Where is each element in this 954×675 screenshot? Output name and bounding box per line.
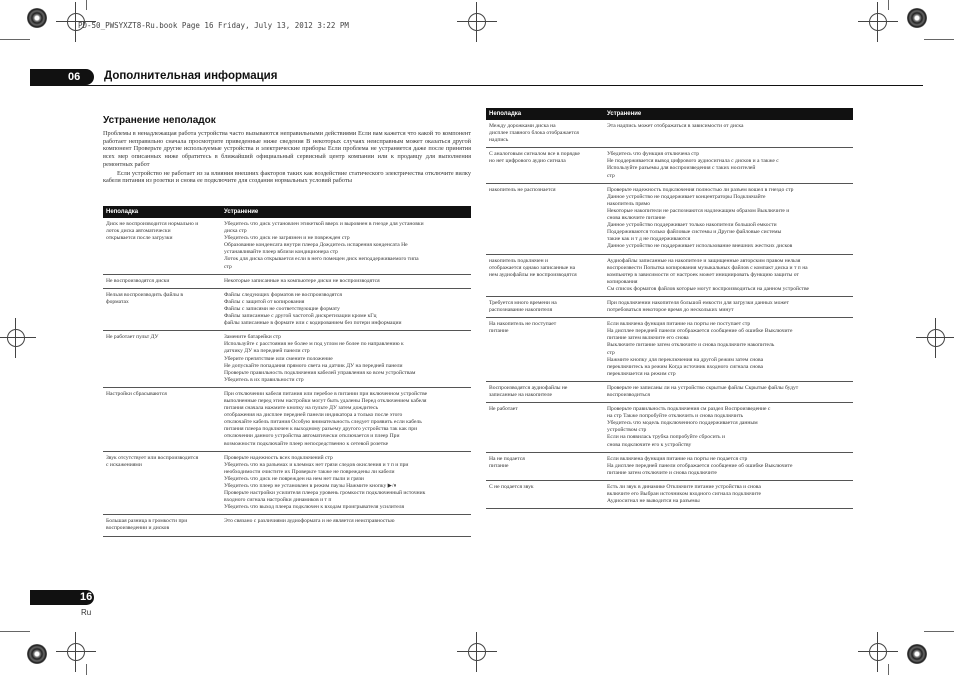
remedy-line: Проверьте правильность подключения кабелей управления ко всем устройствам	[224, 369, 416, 376]
remedy-line: переключитесь на режим Когда источник входного сигнала снова	[607, 363, 764, 370]
crop-mark-icon	[64, 640, 88, 664]
registration-disc-icon	[27, 8, 47, 28]
problem-line: накопитель подключен и	[489, 257, 548, 264]
problem-line: дисплее главного блока отображается	[489, 130, 579, 137]
remedy-line: Убедитесь что функция отключена стр	[607, 151, 700, 158]
troubleshooting-table-left	[103, 206, 471, 537]
remedy-line: снова подключите его к устройству	[607, 441, 692, 448]
remedy-line: Данное устройство поддерживает только накопители большой емкости	[607, 222, 777, 229]
crop-mark-icon	[465, 640, 489, 664]
crop-mark-icon	[924, 326, 948, 350]
remedy-line: копирования	[607, 278, 638, 285]
remedy-line: снова включите питание	[607, 215, 666, 222]
problem-cell	[486, 381, 604, 402]
problem-line: С аналоговым сигналом все в порядке	[489, 151, 580, 158]
remedy-cell	[604, 254, 853, 296]
remedy-line: Не поддерживается вывод цифрового аудиосигнала с дисков и а также с	[607, 158, 779, 165]
remedy-line: Если включена функция питание на порты не подается стр	[607, 455, 748, 462]
remedy-cell	[221, 387, 471, 451]
remedy-cell	[604, 183, 853, 254]
problem-cell	[103, 288, 221, 330]
remedy-cell	[604, 452, 853, 480]
remedy-cell	[604, 120, 853, 148]
problem-line: отображается однако записанные на	[489, 264, 576, 271]
table-row	[486, 148, 853, 183]
problem-line: Не работает	[489, 406, 518, 413]
trim-line	[0, 39, 30, 40]
trim-line	[924, 39, 954, 40]
remedy-line: переключается на режим стр	[607, 370, 676, 377]
remedy-line: питания сначала нажмите кнопку на пульте ДУ затем дождитесь	[224, 405, 379, 412]
problem-line: Требуется много времени на	[489, 299, 557, 306]
remedy-line: питание затем отключите и снова подключите	[607, 469, 717, 476]
trim-line	[924, 631, 954, 632]
remedy-cell	[221, 331, 471, 388]
table-row	[486, 296, 853, 317]
remedy-line: Проверьте надежность подключения полностью ли разъем вошел в гнездо стр	[607, 186, 794, 193]
remedy-line: возможности подключайте плеер непосредственно к сетевой розетке	[224, 440, 389, 447]
problem-cell	[486, 318, 604, 382]
remedy-cell	[604, 148, 853, 183]
problem-line: Диск не воспроизводится нормально и	[106, 221, 199, 227]
trim-line	[0, 631, 30, 632]
remedy-line: При отключении кабеля питания или перебое в питании при включенном устройстве	[224, 390, 428, 397]
problem-line: Настройки сбрасываются	[106, 390, 167, 397]
remedy-line: Файлы записанные с другой частотой дискретизации кроме кГц	[224, 313, 377, 320]
registration-disc-icon	[907, 644, 927, 664]
table-row	[103, 218, 471, 274]
remedy-line: Некоторые накопители не распознаются надлежащим образом Выключите и	[607, 207, 790, 214]
remedy-line: отображения на дисплее передней панели индикатора а только после этого	[224, 412, 403, 419]
problem-cell	[103, 515, 221, 536]
remedy-line: устройством стр	[607, 427, 647, 434]
remedy-line: включите его Выбран источником входного сигнала подключите	[607, 491, 761, 498]
problem-cell	[486, 452, 604, 480]
remedy-line: датчику ДУ на передней панели стр	[224, 348, 310, 355]
problem-line: На не подается	[489, 455, 525, 462]
problem-line: Между дорожками диска на	[489, 123, 556, 129]
problem-line: с искажениями	[106, 461, 142, 468]
remedy-line: Проверьте надежность всех подключений стр	[224, 454, 333, 461]
problem-line: лоток диска автоматически	[106, 228, 171, 235]
remedy-cell	[221, 451, 471, 515]
problem-line: Звук отсутствует или воспроизводится	[106, 454, 199, 461]
remedy-line: стр	[607, 172, 615, 179]
remedy-line: Убедитесь что диск не поврежден на нем нет пыли и грязи	[224, 475, 364, 482]
remedy-line: Убедитесь что модель подключенного поддерживается данным	[607, 420, 758, 427]
problem-line: записанные на накопителе	[489, 392, 553, 398]
remedy-line: Поддерживаются только файловые системы и Другие файловые системы	[607, 229, 782, 236]
remedy-line: Проверьте не записаны ли на устройство скрытые файлы Скрытые файлы будут	[607, 384, 799, 391]
column-header-problem: Неполадка	[103, 206, 221, 218]
problem-cell	[486, 480, 604, 508]
table-row	[486, 254, 853, 296]
remedy-cell	[221, 274, 471, 288]
table-row	[103, 515, 471, 536]
problem-line: На накопитель не поступает	[489, 321, 557, 328]
remedy-line: файлы записанные в формате или с кодированием без потери информации	[224, 320, 402, 327]
remedy-line: отключайте кабель питания Особую внимательность следует проявить если кабель	[224, 419, 422, 426]
remedy-line: накопитель прямо	[607, 200, 651, 207]
problem-cell	[486, 148, 604, 183]
remedy-line: Образование конденсата внутри плеера Дождитесь испарения конденсата Не	[224, 242, 408, 249]
crop-mark-icon	[465, 10, 489, 34]
remedy-line: Если включена функция питание на порты не поступает стр	[607, 321, 751, 328]
remedy-line: Файлы с защитой от копирования	[224, 298, 305, 305]
column-header-remedy: Устранение	[221, 206, 471, 218]
problem-cell	[486, 120, 604, 148]
remedy-line: На дисплее передней панели отображается сообщение об ошибке Выключите	[607, 328, 793, 335]
table-row	[486, 318, 853, 382]
remedy-line: Не допускайте попадания прямого света на датчик ДУ на передней панели	[224, 362, 403, 369]
problem-line: Не воспроизводятся диски	[106, 277, 170, 284]
problem-line: Воспроизводятся аудиофайлы не	[489, 384, 568, 391]
remedy-line: питания плеера подключен к выходному разъему другого устройства так как при	[224, 426, 418, 433]
column-header-remedy: Устранение	[604, 108, 853, 120]
table-row	[486, 183, 853, 254]
trim-line	[86, 664, 87, 675]
remedy-line: Используйте с расстояния не более м под углом не более по направлению к	[224, 341, 404, 348]
remedy-line: Убедитесь что плеер не установлен в режим паузы Нажмите кнопку ▶/⏸	[224, 483, 397, 489]
remedy-line: См список форматов файлов которые могут воспроизводиться на данном устройстве	[607, 285, 810, 292]
table-row	[103, 451, 471, 515]
problem-line: Нельзя воспроизводить файлы в	[106, 291, 184, 298]
problem-cell	[486, 296, 604, 317]
remedy-line: отключении данного устройства автоматически отключается и плеер При	[224, 433, 400, 440]
remedy-line: выполненные перед этим настройки могут быть удалены Перед отключением кабеля	[224, 397, 427, 404]
trim-line	[888, 664, 889, 675]
remedy-line: Если на появилась трубка попробуйте сбросить и	[607, 434, 725, 441]
problem-line: воспроизведении и дисков	[106, 525, 170, 532]
problem-line: С не подается звук	[489, 483, 534, 490]
remedy-cell	[221, 288, 471, 330]
problem-cell	[103, 331, 221, 388]
remedy-line: Замените батарейки стр	[224, 334, 281, 341]
table-row	[486, 120, 853, 148]
remedy-line: Файлы следующих форматов не воспроизводятся	[224, 291, 342, 298]
remedy-line: Некоторые записанные на компьютере диски не воспроизводятся	[224, 277, 380, 284]
table-row	[103, 274, 471, 288]
remedy-line: Убедитесь что диск установлен этикеткой вверх и выровнен в гнезде для установки	[224, 221, 424, 227]
problem-cell	[103, 451, 221, 515]
problem-cell	[103, 274, 221, 288]
remedy-line: Проверьте правильность подключения см раздел Воспроизведение с	[607, 406, 771, 413]
remedy-line: потребоваться некоторое время до нескольких минут	[607, 307, 734, 314]
table-row	[486, 452, 853, 480]
remedy-line: Убедитесь в их правильности стр	[224, 376, 304, 383]
file-header: PD-50_PWSYXZT8-Ru.book Page 16 Friday, July 13, 2012 3:22 PM	[78, 21, 349, 30]
problem-cell	[486, 254, 604, 296]
remedy-line: Проверьте настройки усилителя плеера уровень громкости подключенный источник	[224, 490, 426, 497]
table-row	[103, 331, 471, 388]
remedy-cell	[604, 480, 853, 508]
problem-cell	[103, 387, 221, 451]
remedy-line: Убедитесь что диск не загрязнен и не поврежден стр	[224, 235, 350, 242]
chapter-title: Дополнительная информация	[104, 70, 278, 82]
registration-disc-icon	[907, 8, 927, 28]
problem-line: Не работает пульт ДУ	[106, 334, 159, 341]
problem-cell	[486, 183, 604, 254]
remedy-line: При подключении накопителя большой емкости для загрузки данных может	[607, 299, 789, 306]
remedy-line: воспроизводиться	[607, 392, 650, 398]
table-row	[103, 387, 471, 451]
remedy-line: входного сигнала настройки динамиков и т п	[224, 497, 332, 504]
problem-line: форматах	[106, 298, 129, 305]
page-number-tab: 16	[30, 590, 94, 605]
page-language: Ru	[81, 608, 92, 617]
remedy-cell	[604, 296, 853, 317]
remedy-line: стр	[224, 263, 232, 270]
trim-line	[86, 0, 87, 10]
remedy-line: диска стр	[224, 228, 247, 235]
intro-paragraph: Проблемы в ненадлежащая работа устройства часто вызываются неправильными действиями Если вам кажется что какой то компонент работает неправильно сначала просмотрите приведенные ниже сведения В некоторых случаях неисправным может оказаться другой компонент Проверьте другие используемые устройства и электрические приборы Если проблема не устраняется даже после принятия всех мер описанных ниже обратитесь в ближайший официальный сервисный центр компании или к продавцу для выполнения ремонтных работ	[103, 130, 471, 168]
remedy-line: Убедитесь что на разъемах и клеммах нет грязи следов окисления и т п и при	[224, 461, 409, 468]
problem-cell	[486, 403, 604, 453]
remedy-line: Используйте разъемы для воспроизведения с таких носителей	[607, 165, 756, 172]
registration-disc-icon	[27, 644, 47, 664]
intro-text	[103, 130, 471, 186]
remedy-line: Убедитесь что выход плеера подключен к входам проигрывателя усилителя	[224, 504, 405, 511]
problem-line: Большая разница в громкости при	[106, 518, 188, 525]
remedy-cell	[604, 318, 853, 382]
problem-line: открывается после загрузки	[106, 235, 173, 242]
problem-line: но нет цифрового аудио сигнала	[489, 158, 566, 165]
column-header-problem: Неполадка	[486, 108, 604, 120]
remedy-line: стр	[607, 349, 615, 356]
remedy-line: Аудиосигнал не выводится на разъемы	[607, 498, 700, 505]
table-row	[486, 403, 853, 453]
table-row	[486, 381, 853, 402]
problem-line: надпись	[489, 137, 509, 144]
intro-paragraph: Если устройство не работает из за влияния внешних факторов таких как воздействие статического электричества отключите вилку кабеля питания из розетки и снова ее подключите для создания нормальных условий работы	[103, 169, 471, 185]
problem-line: распознавание накопителя	[489, 307, 553, 314]
problem-cell	[103, 218, 221, 274]
remedy-cell	[604, 381, 853, 402]
remedy-line: Лоток для диска открывается если в него помещен диск неподдерживаемого типа	[224, 256, 419, 263]
chapter-number-tab: 06	[30, 69, 94, 85]
remedy-line: необходимости очистите их Проверьте также не повреждены ли кабели	[224, 468, 395, 475]
remedy-line: Данное устройство не поддерживает концентраторы Подключайте	[607, 193, 766, 200]
problem-line: питание	[489, 462, 509, 469]
chapter-rule	[30, 85, 923, 86]
section-title: Устранение неполадок	[103, 115, 216, 126]
remedy-line: такие как и т д не поддерживаются	[607, 236, 691, 243]
crop-mark-icon	[4, 326, 28, 350]
remedy-line: Уберите препятствие или смените положение	[224, 355, 333, 362]
remedy-cell	[221, 218, 471, 274]
remedy-line: Аудиофайлы записанные на накопителе и защищенные авторским правом нельзя	[607, 257, 801, 264]
remedy-line: питание затем включите его снова	[607, 335, 689, 342]
trim-line	[888, 0, 889, 10]
remedy-line: компьютер в зависимости от настроек может инициировать функцию защиты от	[607, 271, 799, 278]
remedy-line: Это связано с различиями аудиоформата и не является неисправностью	[224, 518, 395, 525]
remedy-line: Эта надпись может отображаться в зависимости от диска	[607, 123, 744, 129]
problem-line: нем аудиофайлы не воспроизводятся	[489, 271, 577, 278]
remedy-line: Файлы с записями не соответствующие формату	[224, 305, 340, 312]
crop-mark-icon	[866, 640, 890, 664]
problem-line: накопитель не распознается	[489, 186, 556, 193]
remedy-line: Выключите питание затем отключите и снова подключите накопитель	[607, 342, 775, 349]
remedy-line: на стр Также попробуйте отключить и снова подключить	[607, 413, 744, 420]
remedy-line: Нажмите кнопку для переключения на другой режим затем снова	[607, 356, 764, 363]
remedy-line: устанавливайте плеер вблизи кондиционера стр	[224, 249, 338, 256]
remedy-line: Есть ли звук в динамике Отключите питание устройства и снова	[607, 483, 761, 490]
table-row	[103, 288, 471, 330]
remedy-line: На дисплее передней панели отображается сообщение об ошибке Выключите	[607, 462, 793, 469]
troubleshooting-table-right	[486, 108, 853, 509]
remedy-line: Данное устройство не поддерживает использование внешних жестких дисков	[607, 243, 793, 250]
remedy-line: воспроизвести Попытка копирования музыкальных файлов с компакт диска и т п на	[607, 264, 808, 271]
remedy-cell	[221, 515, 471, 536]
remedy-cell	[604, 403, 853, 453]
problem-line: питание	[489, 328, 509, 335]
crop-mark-icon	[866, 10, 890, 34]
table-row	[486, 480, 853, 508]
